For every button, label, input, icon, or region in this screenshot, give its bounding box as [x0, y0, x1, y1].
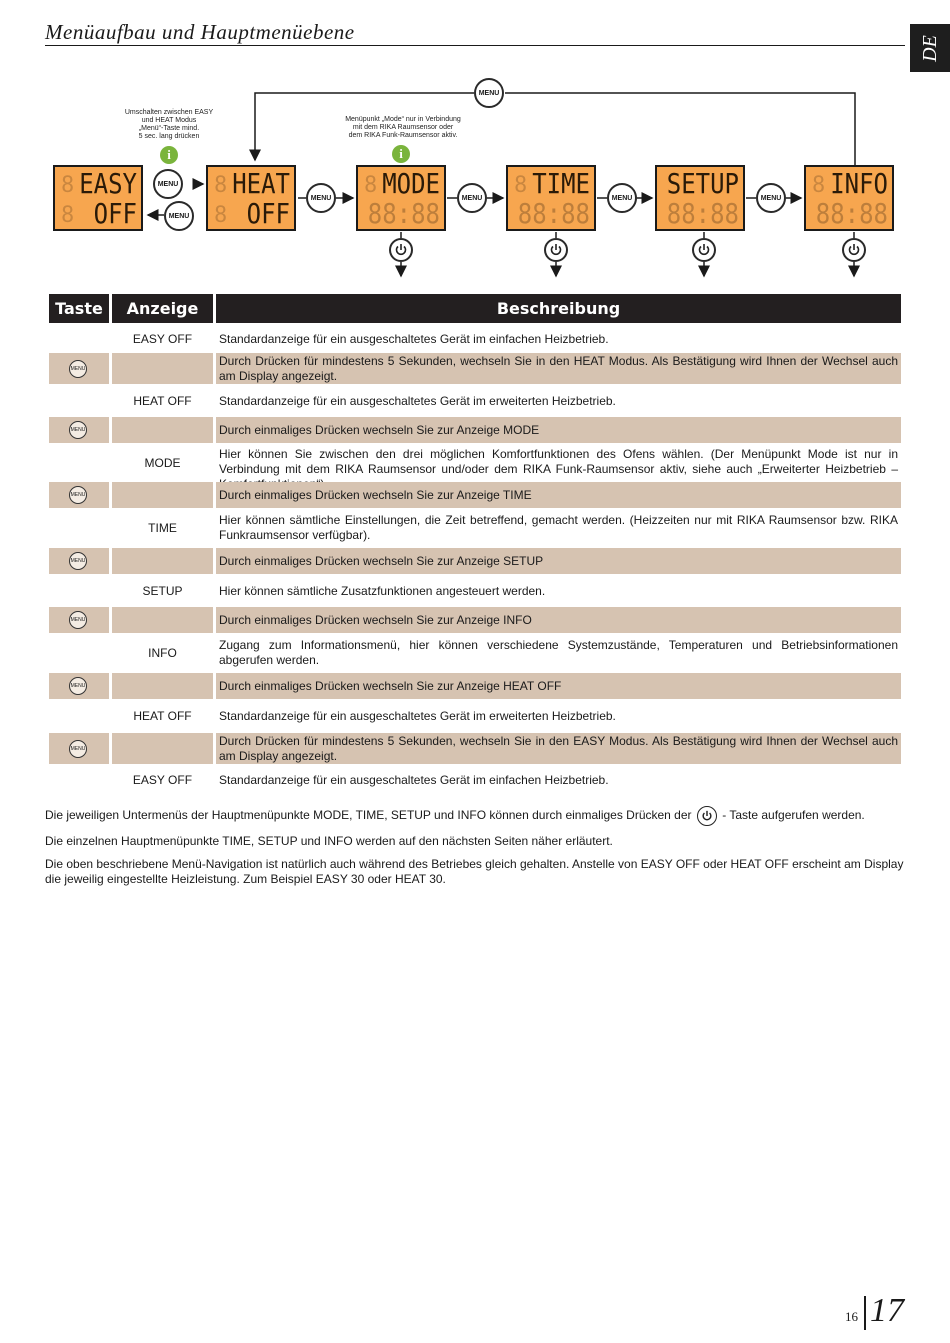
menu-key-icon: MENU — [69, 486, 87, 504]
menu-key-icon: MENU — [69, 740, 87, 758]
row-text: Standardanzeige für ein ausgeschaltetes Gerät im erweiterten Heizbetrieb. — [219, 393, 616, 408]
power-icon — [697, 243, 711, 257]
diagram-connectors — [0, 0, 950, 290]
ghost-digit: 8 — [214, 203, 228, 228]
ghost-digit: 8 — [812, 173, 826, 198]
display-line1: HEAT — [232, 167, 290, 201]
ghost-digit: 8 — [514, 173, 528, 198]
table-row — [49, 443, 901, 482]
loop-back-line — [505, 93, 855, 165]
info-icon: i — [392, 145, 410, 163]
menu-button-to-setup[interactable]: MENU — [607, 183, 637, 213]
display-line2: 88:88 — [367, 197, 440, 231]
display-line1: SETUP — [666, 167, 739, 201]
menu-button-loop[interactable]: MENU — [474, 78, 504, 108]
display-time — [506, 165, 596, 231]
row-display: MODE — [144, 455, 181, 470]
power-button-setup[interactable] — [692, 238, 716, 262]
row-text: Durch einmaliges Drücken wechseln Sie zur Anzeige HEAT OFF — [216, 673, 901, 699]
power-icon — [697, 806, 717, 826]
table-row — [49, 699, 901, 733]
power-icon — [549, 243, 563, 257]
paragraph-navigation: Die oben beschriebene Menü-Navigation ist natürlich auch während des Betriebes gleich gehalten. Anstelle von EASY OFF oder HEAT OFF erscheint am Display die jeweilig eingestellte Heizleistung. Zum Beispiel EASY 30 oder HEAT 30. — [45, 857, 904, 886]
table-row — [49, 384, 901, 417]
display-mode — [356, 165, 446, 231]
menu-button-to-mode[interactable]: MENU — [306, 183, 336, 213]
menu-key-icon: MENU — [69, 360, 87, 378]
power-icon — [394, 243, 408, 257]
ghost-digit: 8 — [61, 173, 75, 198]
menu-table — [49, 294, 901, 796]
table-row — [49, 548, 901, 574]
display-line2: 88:88 — [815, 197, 888, 231]
page-number-divider — [864, 1296, 866, 1330]
info-icon: i — [160, 146, 178, 164]
row-text: Durch Drücken für mindestens 5 Sekunden, wechseln Sie in den EASY Modus. Als Bestätigung wird Ihnen der Wechsel auch am Display angezeigt. — [216, 733, 901, 764]
menu-key-icon: MENU — [69, 552, 87, 570]
row-text: Durch einmaliges Drücken wechseln Sie zur Anzeige TIME — [216, 482, 901, 508]
display-setup — [655, 165, 745, 231]
language-tab-label: DE — [918, 34, 941, 62]
note-line: Menüpunkt „Mode“ nur in Verbindung — [345, 116, 461, 123]
table-row — [49, 733, 901, 764]
power-icon — [847, 243, 861, 257]
display-line1: TIME — [532, 167, 590, 201]
table-row — [49, 353, 901, 384]
menu-button-to-info[interactable]: MENU — [756, 183, 786, 213]
row-text: Durch einmaliges Drücken wechseln Sie zur Anzeige INFO — [216, 607, 901, 633]
note-line: Umschalten zwischen EASY — [124, 109, 214, 116]
row-text: Hier können sämtliche Zusatzfunktionen angesteuert werden. — [219, 583, 546, 598]
row-display: EASY OFF — [132, 332, 193, 346]
row-text: Standardanzeige für ein ausgeschaltetes Gerät im erweiterten Heizbetrieb. — [219, 709, 616, 723]
row-text: Hier können sämtliche Einstellungen, die Zeit betreffend, gemacht werden. (Heizzeiten nur mit RIKA Raumsensor bzw. RIKA Funkraumsensor verfügbar). — [219, 513, 898, 542]
display-info — [804, 165, 894, 231]
note-line: und HEAT Modus — [141, 117, 197, 124]
menu-button-easy-to-heat[interactable]: MENU — [153, 169, 183, 199]
note-mode — [333, 116, 473, 140]
menu-key-icon: MENU — [69, 677, 87, 695]
table-row — [49, 417, 901, 443]
table-row — [49, 764, 901, 796]
row-text: Standardanzeige für ein ausgeschaltetes Gerät im einfachen Heizbetrieb. — [219, 773, 609, 787]
row-text: Hier können Sie zwischen den drei möglichen Komfortfunktionen des Ofens wählen. (Der Menüpunkt Mode ist nur in Verbindung mit dem RIKA Raumsensor und/oder dem RIKA Funk-Raumsensor aktiv, siehe auch „Erweiterter Heizbetrieb – — [219, 447, 898, 476]
table-row — [49, 574, 901, 607]
display-easy-off — [53, 165, 143, 231]
paragraph-main-items: Die einzelnen Hauptmenüpunkte TIME, SETUP und INFO werden auf den nächsten Seiten näher erläutert. — [45, 834, 613, 848]
menu-navigation-diagram — [0, 0, 950, 290]
row-display: EASY OFF — [132, 773, 193, 787]
row-text: Standardanzeige für ein ausgeschaltetes Gerät im einfachen Heizbetrieb. — [219, 332, 609, 346]
row-display: HEAT OFF — [133, 393, 192, 408]
ghost-digit: 8 — [61, 203, 75, 228]
row-text: Durch Drücken für mindestens 5 Sekunden, wechseln Sie in den HEAT Modus. Als Bestätigung wird Ihnen der Wechsel auch am Display angezeigt. — [216, 353, 901, 384]
menu-key-icon: MENU — [69, 421, 87, 439]
display-line1: EASY — [79, 167, 137, 201]
paragraph-text: - Taste aufgerufen werden. — [722, 808, 865, 823]
row-text: Durch einmaliges Drücken wechseln Sie zur Anzeige SETUP — [216, 548, 901, 574]
table-row — [49, 607, 901, 633]
row-text: Durch einmaliges Drücken wechseln Sie zur Anzeige MODE — [216, 417, 901, 443]
header-taste: Taste — [49, 294, 109, 323]
display-line2: OFF — [93, 197, 137, 231]
table-row — [49, 673, 901, 699]
note-line: mit dem RIKA Raumsensor oder — [352, 124, 454, 131]
note-line: dem RIKA Funk-Raumsensor aktiv. — [348, 132, 458, 139]
display-line2: 88:88 — [517, 197, 590, 231]
paragraph-text: Die jeweiligen Untermenüs der Hauptmenüpunkte MODE, TIME, SETUP und INFO können durch einmaliges Drücken der — [45, 808, 692, 823]
note-easy-heat — [112, 109, 226, 141]
display-line2: 88:88 — [666, 197, 739, 231]
row-display: HEAT OFF — [133, 709, 192, 723]
table-header — [49, 294, 901, 323]
row-display: TIME — [148, 521, 177, 535]
header-anzeige: Anzeige — [112, 294, 213, 323]
display-line1: MODE — [382, 167, 440, 201]
power-button-mode[interactable] — [389, 238, 413, 262]
ghost-digit: 8 — [364, 173, 378, 198]
header-beschreibung: Beschreibung — [216, 294, 901, 323]
ghost-digit: 8 — [214, 173, 228, 198]
display-line1: INFO — [830, 167, 888, 201]
display-heat-off — [206, 165, 296, 231]
paragraph-submenus — [45, 806, 907, 826]
page-number-right: 17 — [870, 1292, 904, 1329]
page-title: Menüaufbau und Hauptmenüebene — [45, 20, 355, 44]
menu-button-heat-to-easy[interactable]: MENU — [164, 201, 194, 231]
row-display: INFO — [148, 646, 177, 660]
table-row — [49, 482, 901, 508]
note-line: „Menü“-Taste mind. — [138, 125, 200, 132]
row-text: Zugang zum Informationsmenü, hier können verschiedene Systemzustände, Temperaturen und Betriebsinformationen abgerufen werden. — [219, 638, 898, 667]
menu-key-icon: MENU — [69, 611, 87, 629]
display-line2: OFF — [246, 197, 290, 231]
table-row — [49, 508, 901, 548]
note-line: 5 sec. lang drücken — [138, 133, 200, 140]
menu-button-to-time[interactable]: MENU — [457, 183, 487, 213]
power-button-info[interactable] — [842, 238, 866, 262]
table-row — [49, 325, 901, 353]
page-number-left: 16 — [845, 1309, 858, 1324]
power-button-time[interactable] — [544, 238, 568, 262]
table-row — [49, 633, 901, 673]
row-display: SETUP — [142, 583, 183, 598]
